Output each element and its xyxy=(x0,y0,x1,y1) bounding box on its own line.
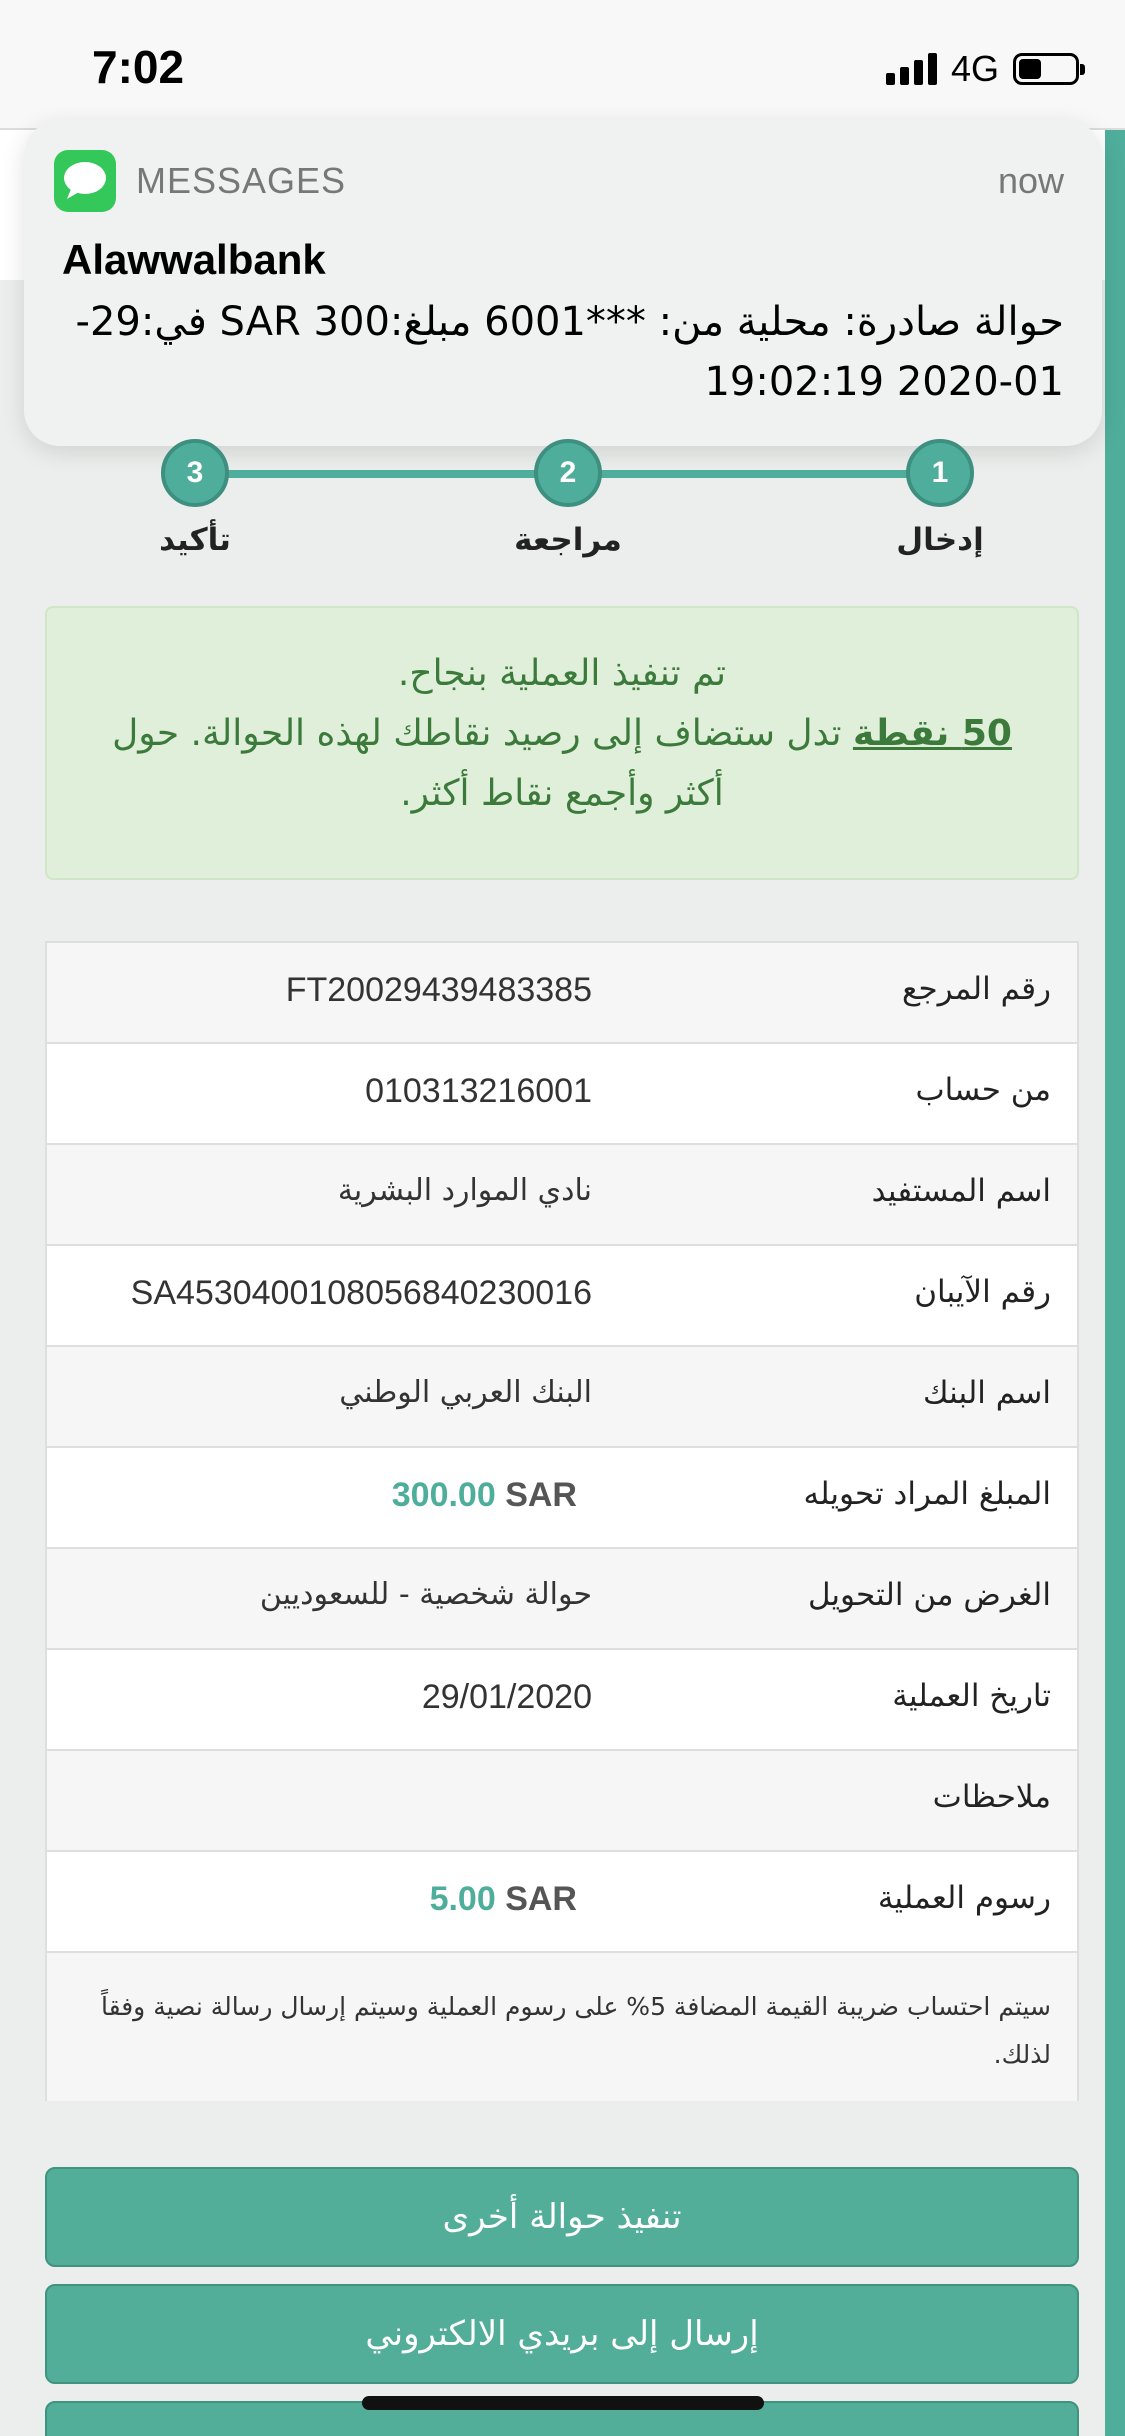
from-account-label: من حساب xyxy=(915,1072,1051,1108)
success-message: تم تنفيذ العملية بنجاح. xyxy=(397,653,727,694)
send-email-button[interactable]: إرسال إلى بريدي الالكتروني xyxy=(45,2284,1079,2384)
amount-label: المبلغ المراد تحويله xyxy=(803,1476,1051,1512)
step-1-circle: 1 xyxy=(906,439,974,507)
beneficiary-label: اسم المستفيد xyxy=(871,1173,1051,1209)
purpose-value: حوالة شخصية - للسعوديين xyxy=(259,1577,592,1612)
detail-row-fees xyxy=(45,1850,1079,1951)
detail-row-bank xyxy=(45,1345,1079,1446)
message-notification[interactable] xyxy=(24,120,1102,446)
signal-icon xyxy=(886,53,937,85)
detail-row-iban xyxy=(45,1244,1079,1345)
notification-sender: Alawwalbank xyxy=(62,236,326,283)
detail-row-amount xyxy=(45,1446,1079,1547)
amount-currency: SAR xyxy=(505,1476,577,1514)
fees-currency: SAR xyxy=(505,1880,577,1918)
amount-value xyxy=(392,1476,577,1515)
step-3-circle: 3 xyxy=(161,439,229,507)
step-3-label: تأكيد xyxy=(159,522,231,558)
points-text: تدل ستضاف إلى رصيد نقاطك لهذه الحوالة. حول أكثر وأجمع نقاط أكثر. xyxy=(112,713,853,814)
bank-value: البنك العربي الوطني xyxy=(339,1375,592,1410)
detail-row-notes xyxy=(45,1749,1079,1850)
date-value: 29/01/2020 xyxy=(421,1678,592,1716)
transfer-details-table xyxy=(45,941,1079,2101)
date-label: تاريخ العملية xyxy=(892,1678,1051,1714)
notification-time: now xyxy=(997,160,1064,201)
beneficiary-value: نادي الموارد البشرية xyxy=(337,1173,592,1208)
iban-label: رقم الآيبان xyxy=(914,1274,1051,1310)
messages-app-icon xyxy=(54,150,116,212)
notes-label: ملاحظات xyxy=(932,1779,1051,1815)
detail-row-beneficiary xyxy=(45,1143,1079,1244)
network-type: 4G xyxy=(950,48,999,89)
detail-row-date xyxy=(45,1648,1079,1749)
battery-icon xyxy=(1013,53,1079,85)
reference-value: FT20029439483385 xyxy=(285,971,592,1009)
fees-number: 5.00 xyxy=(429,1880,496,1918)
iban-value: SA4530400108056840230016 xyxy=(130,1274,592,1312)
vat-note: سيتم احتساب ضريبة القيمة المضافة 5% على رسوم العملية وسيتم إرسال رسالة نصية وفقاً لذلك. xyxy=(45,1951,1079,2101)
reference-label: رقم المرجع xyxy=(901,971,1051,1007)
notification-body: حوالة صادرة: محلية من: ***6001 مبلغ:300 SAR في:29-01-2020 19:02:19 xyxy=(75,299,1064,405)
step-2-circle: 2 xyxy=(534,439,602,507)
status-bar xyxy=(0,0,1125,130)
notification-app-name: MESSAGES xyxy=(136,160,347,201)
detail-row-purpose xyxy=(45,1547,1079,1648)
amount-number: 300.00 xyxy=(391,1476,496,1514)
step-1-label: إدخال xyxy=(896,522,984,558)
success-alert xyxy=(45,606,1079,880)
detail-row-reference xyxy=(45,941,1079,1042)
detail-row-from-account xyxy=(45,1042,1079,1143)
points-message xyxy=(47,704,1077,824)
from-account-value: 010313216001 xyxy=(365,1072,592,1110)
fees-value xyxy=(430,1880,577,1919)
points-link[interactable]: 50 نقطة xyxy=(852,713,1012,754)
scroll-edge xyxy=(1105,130,1125,2436)
new-transfer-button[interactable]: تنفيذ حوالة أخرى xyxy=(45,2167,1079,2267)
purpose-label: الغرض من التحويل xyxy=(807,1577,1051,1613)
fees-label: رسوم العملية xyxy=(877,1880,1051,1916)
status-time: 7:02 xyxy=(92,41,185,93)
bank-label: اسم البنك xyxy=(923,1375,1051,1411)
step-2-label: مراجعة xyxy=(514,522,622,558)
home-indicator[interactable] xyxy=(362,2396,764,2410)
status-indicators xyxy=(886,48,1079,90)
